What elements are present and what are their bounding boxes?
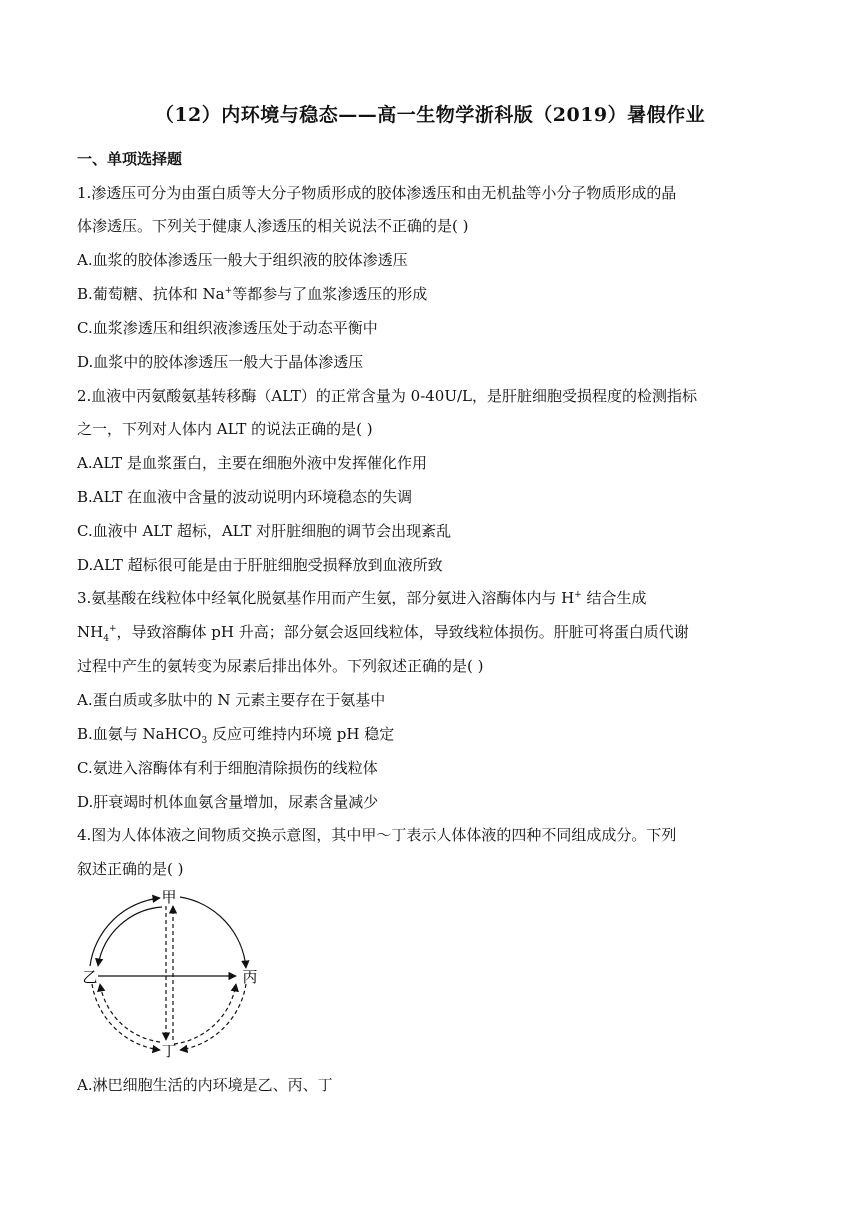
q4-option-a: A.淋巴细胞生活的内环境是乙、丙、丁 [77, 1076, 333, 1094]
q3-option-a: A.蛋白质或多肽中的 N 元素主要存在于氨基中 [77, 691, 386, 709]
body-fluid-exchange-diagram [76, 880, 266, 1060]
q4-stem-line-2: 叙述正确的是( ) [77, 860, 184, 878]
q4-stem-line-1: 4.图为人体体液之间物质交换示意图，其中甲～丁表示人体体液的四种不同组成成分。下列 [77, 826, 677, 844]
node-left-label: 乙 [82, 968, 98, 986]
q3-option-d: D.肝衰竭时机体血氨含量增加，尿素含量减少 [77, 793, 379, 811]
section-heading: 一、单项选择题 [77, 150, 183, 168]
document-title: （12）内环境与稳态——高一生物学浙科版（2019）暑假作业 [154, 104, 706, 126]
node-top-label: 甲 [161, 888, 177, 906]
node-right-label: 丙 [242, 968, 258, 986]
q2-option-d: D.ALT 超标很可能是由于肝脏细胞受损释放到血液所致 [77, 556, 443, 574]
q3-option-c: C.氨进入溶酶体有利于细胞清除损伤的线粒体 [77, 759, 378, 777]
q2-option-c: C.血液中 ALT 超标，ALT 对肝脏细胞的调节会出现紊乱 [77, 522, 452, 540]
arrow-top-to-left [98, 907, 162, 966]
q1-option-a: A.血浆的胶体渗透压一般大于组织液的胶体渗透压 [77, 251, 408, 269]
q2-option-a: A.ALT 是血浆蛋白，主要在细胞外液中发挥催化作用 [77, 454, 427, 472]
q1-option-d: D.血浆中的胶体渗透压一般大于晶体渗透压 [77, 353, 364, 371]
q3-option-b: B.血氨与 NaHCO$_3$ 反应可维持内环境 pH 稳定 [77, 725, 395, 746]
q3-stem-line-2: $NH_4^+$，导致溶酶体 pH 升高；部分氨会返回线粒体，导致线粒体损伤。肝脏可将蛋白质代谢 [77, 623, 689, 644]
q1-option-c: C.血浆渗透压和组织液渗透压处于动态平衡中 [77, 319, 378, 337]
q1-stem-line-1: 1.渗透压可分为由蛋白质等大分子物质形成的胶体渗透压和由无机盐等小分子物质形成的晶 [77, 184, 677, 202]
node-bottom-label: 丁 [161, 1042, 177, 1060]
q1-stem-line-2: 体渗透压。下列关于健康人渗透压的相关说法不正确的是( ) [77, 217, 469, 235]
arrow-top-to-right [180, 897, 246, 968]
q2-stem-line-2: 之一，下列对人体内 ALT 的说法正确的是( ) [77, 420, 373, 438]
q3-stem-line-1: 3.氨基酸在线粒体中经氧化脱氨基作用而产生氨，部分氨进入溶酶体内与 H+ 结合生成 [77, 589, 647, 607]
arrow-bottom-to-right [174, 984, 236, 1044]
q2-option-b: B.ALT 在血液中含量的波动说明内环境稳态的失调 [77, 488, 413, 506]
arrow-bottom-to-left [100, 984, 160, 1042]
q2-stem-line-1: 2.血液中丙氨酸氨基转移酶（ALT）的正常含量为 0-40U/L，是肝脏细胞受损程度的检测指标 [77, 387, 698, 405]
q1-option-b: B.葡萄糖、抗体和 Na+等都参与了血浆渗透压的形成 [77, 285, 428, 303]
q3-stem-line-3: 过程中产生的氨转变为尿素后排出体外。下列叙述正确的是( ) [77, 657, 484, 675]
